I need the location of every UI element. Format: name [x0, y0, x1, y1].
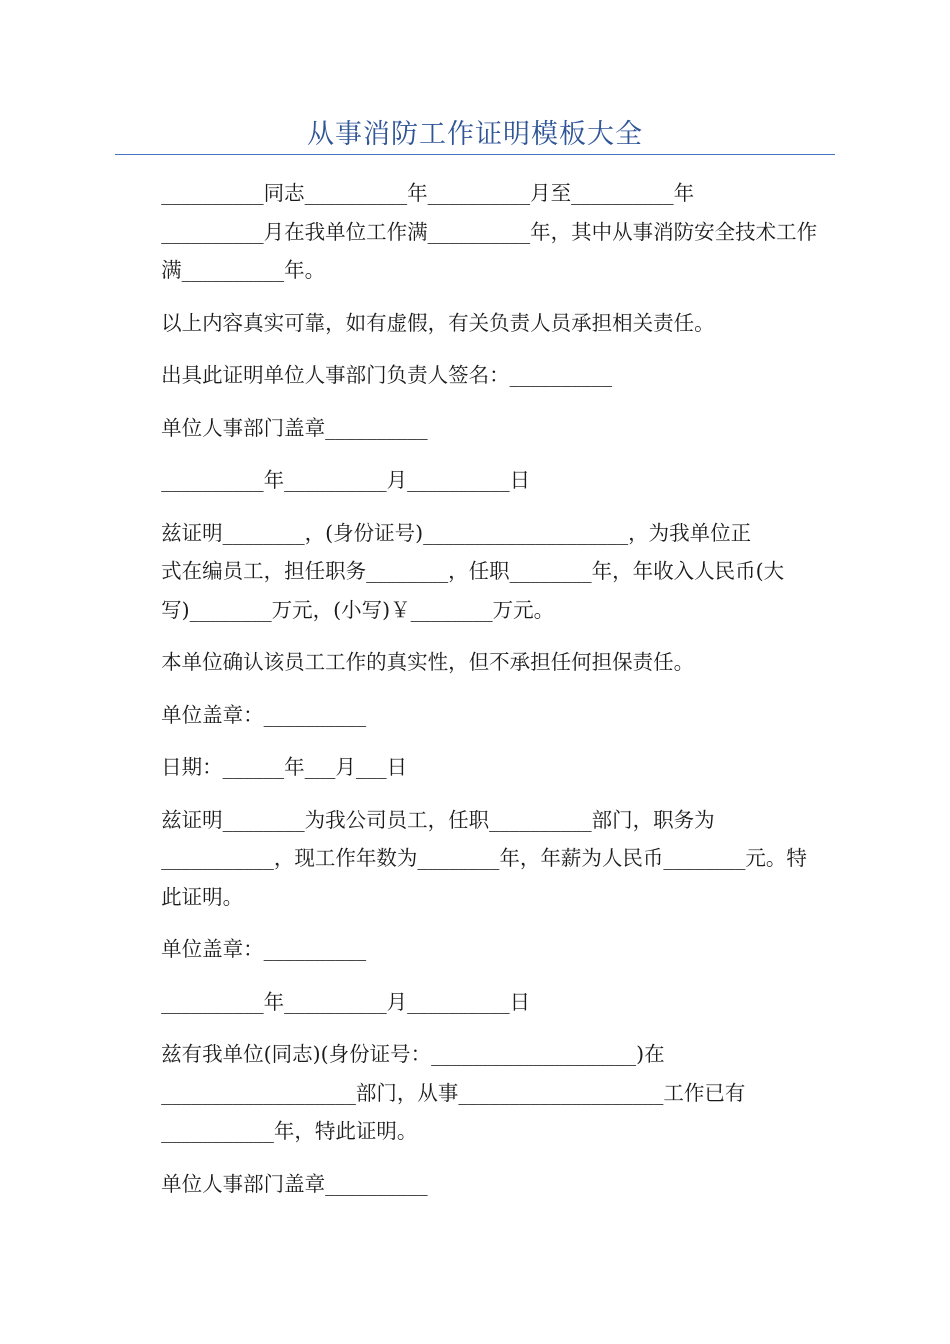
paragraph-line: 单位人事部门盖章__________ [161, 415, 428, 440]
paragraph-cert2-confirm [116, 643, 834, 682]
paragraph-line: 满__________年。 [161, 258, 326, 282]
paragraph-cert4-seal [116, 1165, 834, 1204]
paragraph-line: ___________年，特此证明。 [161, 1119, 418, 1143]
document-title: 从事消防工作证明模板大全 [307, 119, 643, 150]
paragraph-line: 式在编员工，担任职务________，任职________年，年收入人民币(大 [161, 559, 785, 583]
paragraph-line: __________年__________月__________日 [161, 989, 531, 1014]
paragraph-cert2-seal [116, 696, 834, 735]
title-underline [115, 154, 835, 155]
paragraph-line: 本单位确认该员工工作的真实性，但不承担任何担保责任。 [161, 650, 695, 674]
paragraph-line: 兹证明________，(身份证号)____________________，为我单位正 [161, 520, 752, 545]
paragraph-cert2-main [116, 514, 834, 630]
paragraph-cert2-date [116, 748, 834, 787]
paragraph-line: ___________________部门，从事____________________工作已有 [161, 1080, 746, 1105]
paragraph-cert1-date [116, 461, 834, 500]
paragraph-line: __________年__________月__________日 [161, 468, 531, 492]
paragraph-line: 出具此证明单位人事部门负责人签名：__________ [161, 363, 613, 387]
paragraph-line: 兹有我单位(同志)(身份证号：____________________)在 [161, 1042, 665, 1066]
paragraph-line: 单位盖章：__________ [161, 702, 367, 727]
paragraph-line: ___________，现工作年数为________年，年薪为人民币________元。特 [161, 846, 807, 870]
paragraph-line: __________同志__________年__________月至__________年 [161, 181, 695, 205]
paragraph-line: 日期：______年___月___日 [161, 755, 408, 779]
paragraph-line: __________月在我单位工作满__________年，其中从事消防安全技术工作 [161, 219, 818, 244]
paragraph-line: 兹证明________为我公司员工，任职__________部门，职务为 [161, 807, 715, 832]
paragraph-line: 单位人事部门盖章__________ [161, 1171, 428, 1196]
paragraph-cert1-seal [116, 409, 834, 448]
paragraph-cert1-signature [116, 356, 834, 395]
paragraph-line: 单位盖章：__________ [161, 937, 367, 961]
paragraph-cert3-main [116, 801, 834, 917]
paragraph-cert1-truth [116, 304, 834, 343]
paragraph-cert3-date [116, 983, 834, 1022]
paragraph-cert1-main [116, 174, 834, 290]
paragraph-line: 以上内容真实可靠，如有虚假，有关负责人员承担相关责任。 [161, 310, 715, 335]
paragraph-cert3-seal [116, 930, 834, 969]
paragraph-line: 写)________万元，(小写)￥________万元。 [161, 597, 555, 622]
paragraph-cert4-main [116, 1035, 834, 1151]
paragraph-line: 此证明。 [161, 884, 244, 909]
document-body [116, 174, 834, 1217]
